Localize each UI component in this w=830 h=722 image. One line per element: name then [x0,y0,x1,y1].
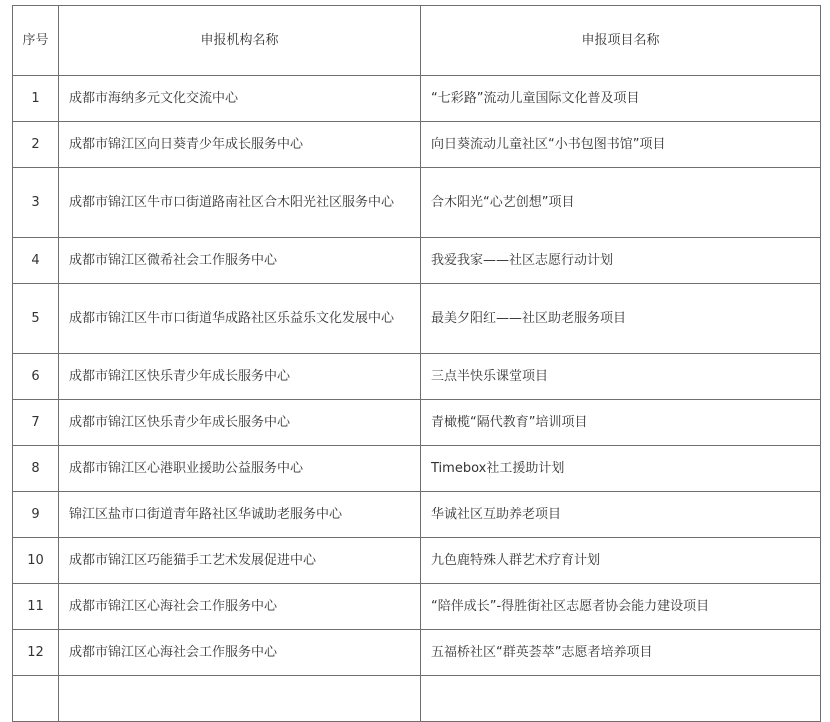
table-row [13,168,821,238]
row-serial-number: 8 [13,446,59,492]
table-row [13,492,821,538]
row-organization-name: 成都市锦江区微希社会工作服务中心 [59,238,421,284]
row-serial-number: 7 [13,400,59,446]
row-organization-name [59,676,421,722]
row-serial-number: 9 [13,492,59,538]
row-serial-number: 4 [13,238,59,284]
row-organization-name: 成都市锦江区巧能猫手工艺术发展促进中心 [59,538,421,584]
row-organization-name: 成都市锦江区心港职业援助公益服务中心 [59,446,421,492]
row-project-name: 华诚社区互助养老项目 [421,492,821,538]
row-serial-number [13,676,59,722]
table-row [13,400,821,446]
row-serial-number: 10 [13,538,59,584]
table-row [13,122,821,168]
row-organization-name: 成都市锦江区牛市口街道华成路社区乐益乐文化发展中心 [59,284,421,354]
row-serial-number: 2 [13,122,59,168]
row-serial-number: 12 [13,630,59,676]
table-row [13,538,821,584]
row-organization-name: 成都市海纳多元文化交流中心 [59,76,421,122]
row-organization-name: 成都市锦江区心海社会工作服务中心 [59,584,421,630]
row-project-name: 青橄榄“隔代教育”培训项目 [421,400,821,446]
table-row [13,354,821,400]
row-project-name: 九色鹿特殊人群艺术疗育计划 [421,538,821,584]
table-row [13,676,821,722]
row-project-name: 向日葵流动儿童社区“小书包图书馆”项目 [421,122,821,168]
row-project-name: 我爱我家——社区志愿行动计划 [421,238,821,284]
table-row [13,238,821,284]
row-organization-name: 成都市锦江区牛市口街道路南社区合木阳光社区服务中心 [59,168,421,238]
row-project-name [421,676,821,722]
row-serial-number: 11 [13,584,59,630]
table-header-row [13,6,821,76]
table-row [13,630,821,676]
row-serial-number: 5 [13,284,59,354]
row-project-name: “陪伴成长”-得胜街社区志愿者协会能力建设项目 [421,584,821,630]
table-row [13,446,821,492]
row-serial-number: 1 [13,76,59,122]
header-serial-number: 序号 [13,6,59,76]
row-organization-name: 锦江区盐市口街道青年路社区华诚助老服务中心 [59,492,421,538]
row-project-name: 最美夕阳红——社区助老服务项目 [421,284,821,354]
row-serial-number: 3 [13,168,59,238]
table-row [13,76,821,122]
row-organization-name: 成都市锦江区快乐青少年成长服务中心 [59,400,421,446]
header-project-name: 申报项目名称 [421,6,821,76]
row-serial-number: 6 [13,354,59,400]
row-project-name: “七彩路”流动儿童国际文化普及项目 [421,76,821,122]
header-organization-name: 申报机构名称 [59,6,421,76]
row-project-name: 合木阳光“心艺创想”项目 [421,168,821,238]
project-table [12,5,821,722]
row-project-name: 五福桥社区“群英荟萃”志愿者培养项目 [421,630,821,676]
row-project-name: Timebox社工援助计划 [421,446,821,492]
row-organization-name: 成都市锦江区向日葵青少年成长服务中心 [59,122,421,168]
row-project-name: 三点半快乐课堂项目 [421,354,821,400]
table-row [13,584,821,630]
table-row [13,284,821,354]
row-organization-name: 成都市锦江区快乐青少年成长服务中心 [59,354,421,400]
row-organization-name: 成都市锦江区心海社会工作服务中心 [59,630,421,676]
